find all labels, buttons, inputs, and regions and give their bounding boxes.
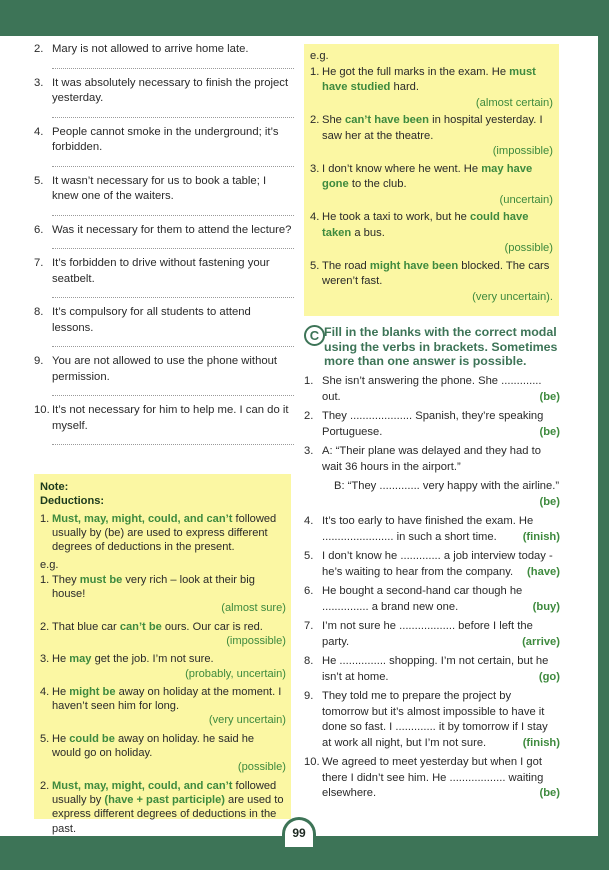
right-edge-strip bbox=[598, 36, 609, 836]
item-number: 2. bbox=[304, 410, 314, 422]
example-hint: (possible) bbox=[504, 242, 553, 254]
item-text[interactable]: It’s too early to have finished the exam. He ....................... in such a short time. bbox=[322, 515, 534, 543]
rule-number: 1. bbox=[40, 512, 50, 525]
example-hint: (impossible) bbox=[492, 145, 553, 157]
item-text[interactable]: She isn’t answering the phone. She ............. out. bbox=[322, 375, 542, 403]
section-c-list bbox=[304, 374, 560, 806]
example-text: He got the full marks in the exam. He bbox=[322, 65, 510, 78]
example-text: ours. Our car is red. bbox=[161, 620, 263, 633]
note-example bbox=[40, 732, 286, 775]
past-example bbox=[310, 162, 553, 209]
example-text: blocked. The cars weren’t fast. bbox=[322, 259, 550, 287]
note-example bbox=[40, 573, 286, 616]
answer-line[interactable] bbox=[52, 336, 294, 347]
note-subtitle: Deductions: bbox=[40, 495, 105, 508]
example-text: away on holiday at the moment. I haven’t seen him for long. bbox=[52, 685, 282, 713]
section-c-title: Fill in the blanks with the correct modal using the verbs in brackets. Sometimes more than one answer is possible. bbox=[324, 325, 558, 368]
example-modal: may bbox=[69, 653, 92, 666]
rule-number: 2. bbox=[40, 779, 50, 792]
item-text[interactable]: He ............... shopping. I’m not certain, but he isn’t at home. bbox=[322, 655, 549, 683]
example-hint: (probably, uncertain) bbox=[185, 667, 286, 680]
example-text: get the job. I’m not sure. bbox=[91, 653, 214, 666]
example-number: 4. bbox=[310, 211, 320, 223]
past-eg: e.g. bbox=[310, 50, 329, 62]
example-text: to the club. bbox=[348, 178, 407, 190]
answer-line[interactable] bbox=[52, 385, 294, 396]
example-number: 3. bbox=[40, 653, 50, 666]
item-text: People cannot smoke in the underground; it’s forbidden. bbox=[52, 125, 279, 153]
verb-hint: (be) bbox=[539, 425, 560, 438]
example-modal: might be bbox=[69, 685, 116, 698]
example-number: 4. bbox=[40, 685, 50, 698]
page-number: 99 bbox=[282, 817, 316, 847]
item-text[interactable]: We agreed to meet yesterday but when I got there I didn’t see him. He .................. waiting elsewhere. bbox=[322, 756, 544, 799]
example-modal: must have studied bbox=[322, 65, 536, 93]
example-text: He bbox=[52, 653, 70, 666]
example-text: a bus. bbox=[351, 226, 385, 239]
example-hint: (possible) bbox=[237, 761, 286, 774]
verb-hint: (be) bbox=[539, 787, 560, 799]
fill-blank-item bbox=[304, 444, 560, 475]
note-title: Note: bbox=[40, 481, 69, 493]
example-text: in hospital yesterday. I saw her at the theatre. bbox=[322, 114, 543, 142]
fill-blank-item bbox=[304, 409, 560, 440]
example-modal: can’t have been bbox=[345, 114, 429, 126]
item-text: It’s not necessary for him to help me. I can do it myself. bbox=[52, 404, 289, 432]
rewrite-exercise-list bbox=[34, 42, 294, 452]
example-text: He took a taxi to work, but he bbox=[322, 211, 470, 223]
note-box bbox=[34, 474, 291, 835]
example-number: 3. bbox=[310, 162, 320, 175]
item-number: 8. bbox=[304, 655, 314, 667]
exercise-item bbox=[34, 354, 294, 385]
example-number: 2. bbox=[310, 114, 320, 126]
verb-hint: (finish) bbox=[522, 736, 560, 749]
item-number: 10. bbox=[34, 404, 50, 416]
item-number: 9. bbox=[304, 690, 314, 702]
item-text[interactable]: They .................... Spanish, they’re speaking Portuguese. bbox=[322, 410, 544, 438]
item-number: 5. bbox=[34, 174, 44, 187]
item-text: It’s forbidden to drive without fastening your seatbelt. bbox=[52, 257, 270, 285]
past-deduction-examples-box bbox=[304, 44, 559, 316]
note-examples bbox=[40, 573, 286, 775]
fill-blank-item bbox=[304, 755, 560, 802]
answer-line[interactable] bbox=[52, 156, 294, 167]
item-number: 6. bbox=[304, 585, 314, 597]
example-modal: might have been bbox=[369, 259, 459, 272]
answer-line[interactable] bbox=[52, 205, 294, 216]
item-text: It’s compulsory for all students to attend lessons. bbox=[52, 306, 251, 334]
example-hint: (very uncertain) bbox=[208, 714, 286, 727]
example-hint: (very uncertain). bbox=[472, 290, 553, 303]
verb-hint: (go) bbox=[538, 670, 560, 683]
item-number: 6. bbox=[34, 223, 44, 236]
example-text: She bbox=[322, 114, 346, 126]
verb-hint: (finish) bbox=[522, 530, 560, 543]
note-rule-2 bbox=[40, 779, 286, 836]
example-modal: may have gone bbox=[322, 162, 533, 190]
rule-modals: Must, may, might, could, and can’t bbox=[52, 779, 233, 792]
fill-blank-item bbox=[304, 549, 560, 580]
example-modal: must be bbox=[79, 573, 123, 586]
fill-blank-item bbox=[304, 619, 560, 650]
verb-hint: (be) bbox=[539, 495, 560, 508]
item-number: 3. bbox=[304, 445, 314, 457]
fill-blank-item bbox=[304, 654, 560, 685]
example-text: He bbox=[52, 732, 70, 745]
item-number: 1. bbox=[304, 375, 314, 387]
example-hint: (almost certain) bbox=[475, 96, 553, 109]
example-number: 1. bbox=[310, 65, 320, 78]
note-rule-1 bbox=[40, 512, 286, 555]
exercise-item bbox=[34, 174, 294, 205]
example-text: The road bbox=[322, 259, 370, 272]
exercise-item bbox=[34, 256, 294, 287]
example-text: He bbox=[52, 685, 70, 698]
item-text[interactable]: B: “They ............. very happy with the airline.” bbox=[334, 480, 560, 492]
item-number: 9. bbox=[34, 355, 44, 367]
example-text: They bbox=[52, 573, 80, 586]
verb-hint: (have) bbox=[527, 565, 560, 578]
item-text[interactable]: He bought a second-hand car though he ............... a brand new one. bbox=[322, 585, 523, 613]
exercise-item bbox=[34, 403, 294, 434]
note-example bbox=[40, 685, 286, 728]
rule-text: followed usually by bbox=[52, 779, 277, 806]
answer-line[interactable] bbox=[52, 58, 294, 69]
item-text[interactable]: I don’t know he ............. a job interview today - he’s waiting to hear from the company. bbox=[322, 550, 553, 578]
exercise-item bbox=[34, 305, 294, 336]
example-number: 2. bbox=[40, 620, 50, 633]
fill-blank-item bbox=[304, 514, 560, 545]
item-text[interactable]: A: “Their plane was delayed and they had to wait 36 hours in the airport.” bbox=[322, 445, 541, 473]
answer-line[interactable] bbox=[52, 287, 294, 298]
section-c-header bbox=[304, 325, 562, 369]
exercise-item bbox=[34, 223, 294, 239]
example-text: very rich – look at their big house! bbox=[52, 573, 255, 601]
item-text: It wasn’t necessary for us to book a table; I knew one of the waiters. bbox=[52, 174, 267, 202]
fill-blank-item bbox=[304, 584, 560, 615]
example-number: 5. bbox=[40, 732, 50, 745]
answer-line[interactable] bbox=[52, 107, 294, 118]
past-example bbox=[310, 259, 553, 306]
verb-hint: (be) bbox=[539, 390, 560, 403]
note-eg: e.g. bbox=[40, 559, 59, 572]
exercise-item bbox=[34, 125, 294, 156]
item-number: 4. bbox=[34, 125, 44, 138]
rule-structure: (have + past participle) bbox=[104, 793, 225, 806]
item-text: Was it necessary for them to attend the lecture? bbox=[52, 223, 292, 236]
item-text: Mary is not allowed to arrive home late. bbox=[52, 43, 249, 55]
fill-blank-item bbox=[304, 479, 560, 510]
example-hint: (impossible) bbox=[226, 634, 286, 647]
item-text: You are not allowed to use the phone without permission. bbox=[52, 355, 278, 383]
example-text: I don’t know where he went. He bbox=[322, 162, 482, 175]
item-number: 7. bbox=[304, 620, 314, 632]
verb-hint: (buy) bbox=[532, 600, 560, 613]
past-example bbox=[310, 113, 553, 160]
exercise-item bbox=[34, 76, 294, 107]
item-number: 4. bbox=[304, 515, 314, 527]
item-text[interactable]: I’m not sure he .................. before I left the party. bbox=[322, 620, 533, 648]
past-example bbox=[310, 210, 553, 257]
note-example bbox=[40, 652, 286, 681]
item-number: 7. bbox=[34, 257, 44, 269]
rule-text: are used to express different degrees of deductions in the past. bbox=[52, 793, 284, 835]
answer-line[interactable] bbox=[52, 434, 294, 445]
item-number: 10. bbox=[304, 756, 320, 768]
fill-blank-item bbox=[304, 374, 560, 405]
item-number: 3. bbox=[34, 76, 44, 89]
example-modal: could be bbox=[69, 732, 115, 745]
item-text: It was absolutely necessary to finish the project yesterday. bbox=[52, 76, 289, 104]
example-modal: can’t be bbox=[119, 620, 162, 633]
example-text: That blue car bbox=[52, 620, 120, 633]
top-bar bbox=[0, 0, 609, 36]
item-text[interactable]: They told me to prepare the project by tomorrow but it’s almost impossible to have it done so fast. I ............. it by tomorrow if I stay at work all night, but I’m not sure. bbox=[322, 690, 548, 749]
example-hint: (almost sure) bbox=[221, 602, 286, 615]
exercise-item bbox=[34, 42, 294, 58]
rule-text: followed usually by (be) are used to express different degrees of deductions in the present. bbox=[52, 512, 277, 554]
item-number: 5. bbox=[304, 550, 314, 562]
example-hint: (uncertain) bbox=[499, 193, 553, 206]
item-number: 2. bbox=[34, 43, 44, 55]
fill-blank-item bbox=[304, 689, 560, 751]
example-number: 1. bbox=[40, 573, 50, 586]
past-example bbox=[310, 65, 553, 112]
example-text: hard. bbox=[390, 81, 419, 93]
verb-hint: (arrive) bbox=[522, 635, 560, 648]
past-examples bbox=[310, 65, 553, 306]
example-number: 5. bbox=[310, 259, 320, 272]
note-example bbox=[40, 620, 286, 649]
rule-modals: Must, may, might, could, and can’t bbox=[52, 512, 233, 525]
answer-line[interactable] bbox=[52, 238, 294, 249]
example-modal: could have taken bbox=[322, 211, 529, 239]
item-number: 8. bbox=[34, 306, 44, 318]
section-letter-icon: C bbox=[304, 325, 325, 346]
example-text: away on holiday. he said he would go on holiday. bbox=[52, 732, 255, 760]
